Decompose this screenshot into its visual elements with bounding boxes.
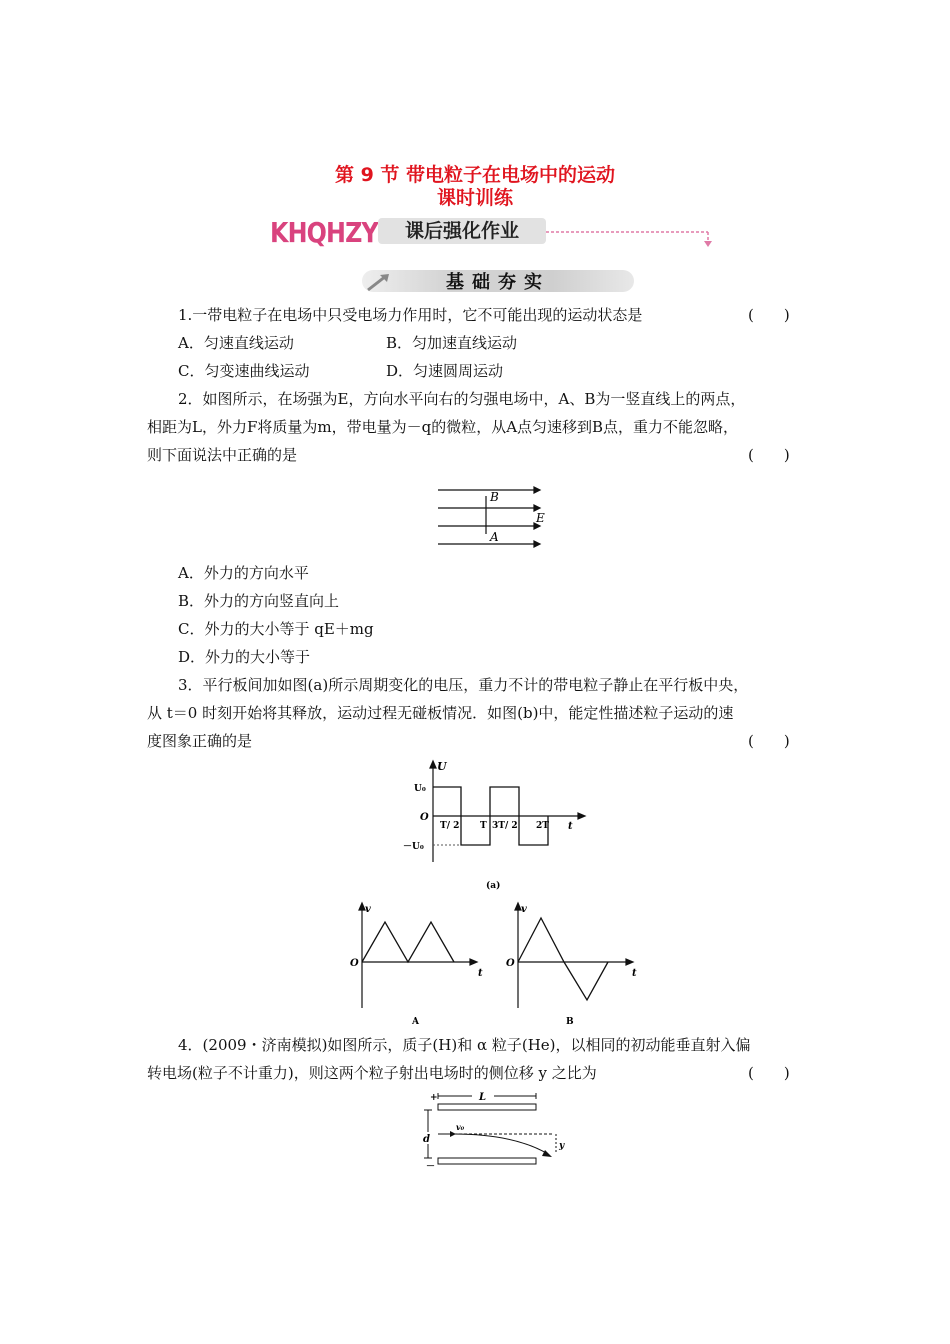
- q3b-a-origin: O: [350, 958, 359, 969]
- q2-line-3: 则下面说法中正确的是: [147, 446, 298, 464]
- q4-line-1: 4．(2009・济南模拟)如图所示，质子(H)和 α 粒子(He)，以相同的初动能垂直射入偏: [178, 1036, 751, 1054]
- q2-line-2: 相距为L，外力F将质量为m，带电量为－q的微粒，从A点匀速移到B点，重力不能忽略，: [147, 418, 739, 436]
- q4-deflection-diagram: [414, 1090, 574, 1172]
- page-title: 第 9 节 带电粒子在电场中的运动: [334, 164, 616, 186]
- q2-option-c: C．外力的大小等于 qE＋mg: [178, 620, 374, 638]
- q2-answer-paren: ( ): [748, 446, 790, 464]
- q3b-b-xlabel: t: [632, 968, 637, 979]
- banner-label: 课后强化作业: [378, 218, 546, 244]
- q3b-a-ylabel: v: [365, 904, 371, 915]
- q3a-tick-2: T: [480, 821, 487, 831]
- q4-length-label: L: [479, 1092, 487, 1103]
- q2-option-a: A．外力的方向水平: [178, 564, 309, 582]
- q4-velocity-label: v₀: [456, 1122, 465, 1132]
- q3a-xlabel: t: [568, 821, 573, 832]
- q3a-origin: O: [420, 812, 429, 823]
- q2-option-d: D．外力的大小等于: [178, 648, 311, 666]
- q2-line-1: 2．如图所示，在场强为E，方向水平向右的匀强电场中，A、B为一竖直线上的两点，: [178, 390, 746, 408]
- q4-answer-paren: ( ): [748, 1064, 790, 1082]
- q4-offset-label: y: [559, 1141, 565, 1151]
- banner-arrow-icon: [546, 228, 716, 248]
- q2-label-a: A: [490, 530, 499, 544]
- q3b-b-origin: O: [506, 958, 515, 969]
- q3a-caption: (a): [486, 881, 501, 891]
- q3-velocity-graphs: [340, 900, 650, 1030]
- q4-gap-label: d: [423, 1134, 430, 1145]
- banner-logo-text: KHQHZY: [270, 216, 378, 249]
- q3-voltage-graph: [400, 758, 590, 896]
- q1-option-b: B．匀加速直线运动: [386, 334, 518, 352]
- q3-line-1: 3．平行板间加如图(a)所示周期变化的电压，重力不计的带电粒子静止在平行板中央，: [178, 676, 749, 694]
- q3a-ylabel: U: [437, 760, 447, 773]
- q3b-caption-b: B: [566, 1017, 574, 1027]
- section-heading: 基础夯实: [446, 272, 550, 293]
- q4-minus-sign: －: [426, 1162, 436, 1172]
- q1-option-d: D．匀速圆周运动: [386, 362, 504, 380]
- q4-line-2: 转电场(粒子不计重力)，则这两个粒子射出电场时的侧位移 y 之比为: [147, 1064, 597, 1082]
- q2-field-diagram: [430, 484, 560, 550]
- q1-option-c: C．匀变速曲线运动: [178, 362, 310, 380]
- q3a-y-pos: U₀: [414, 784, 426, 794]
- q3a-tick-1: T/ 2: [440, 821, 460, 831]
- q1-stem: 1.一带电粒子在电场中只受电场力作用时，它不可能出现的运动状态是: [178, 306, 643, 324]
- q3a-y-neg: －U₀: [403, 842, 424, 852]
- q3b-caption-a: A: [412, 1017, 419, 1027]
- q4-plus-sign: +: [430, 1093, 438, 1103]
- q1-answer-paren: ( ): [748, 306, 790, 324]
- q3a-tick-4: 2T: [536, 821, 549, 831]
- q3-line-3: 度图象正确的是: [147, 732, 253, 750]
- q3-line-2: 从 t＝0 时刻开始将其释放，运动过程无碰板情况．如图(b)中，能定性描述粒子运动的速: [147, 704, 734, 722]
- q2-label-b: B: [490, 490, 499, 504]
- q3b-a-xlabel: t: [478, 968, 483, 979]
- q3a-tick-3: 3T/ 2: [492, 821, 518, 831]
- q1-option-a: A．匀速直线运动: [178, 334, 294, 352]
- page-subtitle: 课时训练: [436, 187, 513, 209]
- q3b-b-ylabel: v: [521, 904, 527, 915]
- q2-option-b: B．外力的方向竖直向上: [178, 592, 340, 610]
- q3-answer-paren: ( ): [748, 732, 790, 750]
- q2-label-e: E: [536, 511, 545, 525]
